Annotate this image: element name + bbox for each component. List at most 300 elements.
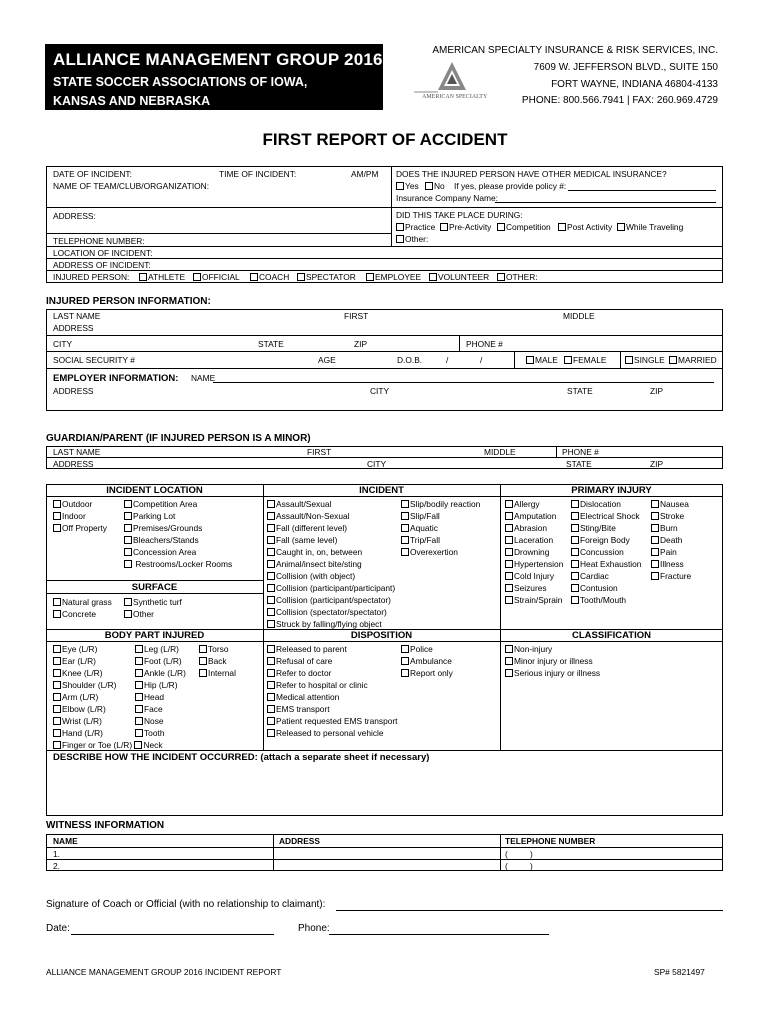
divider [514,351,515,368]
checkbox-icon [571,560,579,568]
injured-first-name-label: FIRST [344,311,369,321]
role-label: OFFICIAL [202,272,240,282]
checkbox-item[interactable] [135,691,186,703]
disposition-col1 [267,643,398,739]
option-label: Burn [660,523,678,533]
guardian-heading: GUARDIAN/PARENT (IF INJURED PERSON IS A MINOR) [46,433,311,444]
employer-city-label: CITY [370,386,390,396]
checkbox-icon [135,717,143,725]
checkbox-item[interactable] [135,655,186,667]
checkbox-item[interactable] [199,667,236,679]
checkbox-item[interactable] [571,582,641,594]
activity-competition-option[interactable] [497,222,551,232]
checkbox-item[interactable] [124,498,232,510]
checkbox-item[interactable] [199,655,236,667]
divider [500,834,501,871]
option-label: Animal/insect bite/sting [276,559,362,569]
role-employee-option[interactable] [366,272,421,282]
checkbox-item[interactable] [505,570,563,582]
divider [273,834,274,871]
option-label: Struck by falling/flying object [276,619,382,629]
role-label: ATHLETE [148,272,186,282]
single-label: SINGLE [634,355,665,365]
checkbox-item[interactable] [505,522,563,534]
witness-phone-header: TELEPHONE NUMBER [505,836,596,846]
checkbox-item[interactable] [267,546,395,558]
role-volunteer-option[interactable] [429,272,489,282]
checkbox-item[interactable] [401,667,453,679]
checkbox-icon [53,669,61,677]
checkbox-icon [267,560,275,568]
employer-name-field[interactable] [213,382,714,383]
classification-list [505,643,600,679]
divider [556,446,557,457]
checkbox-icon [401,669,409,677]
checkbox-icon [669,356,677,364]
insurer-city: FORT WAYNE, INDIANA 46804-4133 [551,79,718,90]
disposition-heading: DISPOSITION [350,630,413,641]
checkbox-icon [651,536,659,544]
checkbox-icon [53,598,61,606]
activity-traveling-option[interactable] [617,222,683,232]
insurer-name: AMERICAN SPECIALTY INSURANCE & RISK SERVICES, INC. [432,45,718,56]
checkbox-icon [124,536,132,544]
date-field[interactable] [71,934,274,935]
checkbox-item[interactable] [267,703,398,715]
checkbox-icon [135,681,143,689]
checkbox-item[interactable] [267,679,398,691]
checkbox-icon [267,693,275,701]
checkbox-icon [571,536,579,544]
checkbox-item[interactable] [505,667,600,679]
option-label: Cardiac [580,571,609,581]
option-label: Death [660,535,683,545]
practice-label: Practice [405,222,436,232]
checkbox-icon [135,669,143,677]
checkbox-icon [505,584,513,592]
checkbox-icon [564,356,572,364]
option-label: Hand (L/R) [62,728,103,738]
checkbox-icon [396,223,404,231]
female-label: FEMALE [573,355,607,365]
option-label: Collision (with object) [276,571,356,581]
checkbox-item[interactable] [124,608,182,620]
checkbox-item[interactable] [571,534,641,546]
gender-male-option[interactable] [526,355,558,365]
competition-label: Competition [506,222,551,232]
primary-injury-col1 [505,498,563,606]
checkbox-item[interactable] [53,608,112,620]
insurance-yes-option[interactable] [396,181,419,191]
option-label: Medical attention [276,692,340,702]
checkbox-item[interactable] [571,522,641,534]
checkbox-item[interactable] [267,655,398,667]
insurer-street: 7609 W. JEFFERSON BLVD., SUITE 150 [533,62,718,73]
option-label: Elbow (L/R) [62,704,106,714]
checkbox-icon [571,548,579,556]
checkbox-icon [505,512,513,520]
option-label: Fall (same level) [276,535,338,545]
checkbox-item[interactable] [401,643,453,655]
status-married-option[interactable] [669,355,717,365]
checkbox-icon [401,645,409,653]
witness-row-2: 2. [53,861,60,871]
checkbox-item[interactable] [505,546,563,558]
option-label: Allergy [514,499,540,509]
checkbox-item[interactable] [505,558,563,570]
checkbox-icon [267,729,275,737]
did-take-place-label: DID THIS TAKE PLACE DURING: [396,210,523,220]
divider [46,246,723,247]
checkbox-item[interactable] [651,522,691,534]
option-label: Foot (L/R) [144,656,182,666]
option-label: Dislocation [580,499,621,509]
checkbox-item[interactable] [505,643,600,655]
divider [46,233,391,234]
divider [46,335,723,336]
checkbox-icon [401,512,409,520]
option-label: Laceration [514,535,554,545]
witness-2-area-close: ) [530,861,533,871]
checkbox-icon [571,596,579,604]
checkbox-item[interactable] [267,570,395,582]
checkbox-icon [571,584,579,592]
checkbox-icon [267,645,275,653]
checkbox-item[interactable] [53,739,163,751]
option-label: Hypertension [514,559,564,569]
checkbox-icon [135,645,143,653]
checkbox-icon [396,182,404,190]
checkbox-item[interactable] [401,546,480,558]
preactivity-label: Pre-Activity [449,222,492,232]
checkbox-item[interactable] [571,570,641,582]
checkbox-item[interactable] [124,596,182,608]
checkbox-item[interactable] [199,643,236,655]
traveling-label: While Traveling [626,222,684,232]
checkbox-item[interactable] [571,594,641,606]
checkbox-icon [53,705,61,713]
checkbox-item[interactable] [571,546,641,558]
employer-info-label: EMPLOYER INFORMATION: [53,373,179,384]
activity-other-option[interactable] [396,234,428,244]
yes-label: Yes [405,181,419,191]
checkbox-item[interactable] [267,606,395,618]
insurance-company-label: Insurance Company Name: [396,193,498,203]
option-label: Concussion [580,547,624,557]
checkbox-item[interactable] [571,558,641,570]
employer-address-label: ADDRESS [53,386,94,396]
other-label: Other: [405,234,429,244]
checkbox-icon [505,560,513,568]
activity-practice-option[interactable] [396,222,435,232]
divider [46,258,723,259]
guardian-last-name-label: LAST NAME [53,447,101,457]
checkbox-icon [134,741,142,749]
checkbox-item[interactable] [505,510,563,522]
option-label: Serious injury or illness [514,668,601,678]
employer-name-label: NAME [191,373,216,383]
incident-heading: INCIDENT [359,485,404,496]
option-label: Leg (L/R) [144,644,179,654]
checkbox-item[interactable] [401,522,480,534]
option-label: Parking Lot [133,511,176,521]
checkbox-item[interactable] [651,570,691,582]
checkbox-icon [135,693,143,701]
checkbox-item[interactable] [651,510,691,522]
checkbox-icon [53,645,61,653]
header-line-2: STATE SOCCER ASSOCIATIONS OF IOWA, [53,75,308,89]
checkbox-icon [571,524,579,532]
checkbox-item[interactable] [505,534,563,546]
activity-preactivity-option[interactable] [440,222,491,232]
insurance-company-field[interactable] [495,202,716,203]
role-label: EMPLOYEE [375,272,422,282]
checkbox-icon [267,524,275,532]
surface-heading: SURFACE [131,582,178,593]
witness-2-area-open: ( [505,861,508,871]
checkbox-item[interactable] [124,558,232,570]
guardian-zip-label: ZIP [650,459,664,469]
option-label: Back [208,656,227,666]
checkbox-item[interactable] [505,594,563,606]
primary-injury-col2 [571,498,641,606]
checkbox-item[interactable] [53,510,107,522]
option-label: Nausea [660,499,689,509]
signature-field[interactable] [336,910,723,911]
option-label: Natural grass [62,597,112,607]
primary-injury-heading: PRIMARY INJURY [571,485,652,496]
checkbox-item[interactable] [124,534,232,546]
role-coach-option[interactable] [250,272,289,282]
checkbox-icon [53,524,61,532]
option-label: Released to parent [276,644,347,654]
employer-zip-label: ZIP [650,386,664,396]
checkbox-icon [401,657,409,665]
role-spectator-option[interactable] [297,272,356,282]
checkbox-item[interactable] [267,498,395,510]
status-single-option[interactable] [625,355,665,365]
checkbox-item[interactable] [135,679,186,691]
describe-incident-field[interactable] [47,765,722,815]
checkbox-icon [53,681,61,689]
guardian-phone-label: PHONE # [562,447,599,457]
role-official-option[interactable] [193,272,240,282]
option-label: Released to personal vehicle [276,728,384,738]
option-label: Drowning [514,547,550,557]
role-label: VOLUNTEER [438,272,490,282]
checkbox-icon [571,572,579,580]
divider [46,207,391,208]
checkbox-item[interactable] [135,667,186,679]
checkbox-icon [497,273,505,281]
checkbox-icon [53,500,61,508]
checkbox-icon [124,500,132,508]
checkbox-item[interactable] [267,618,395,630]
checkbox-item[interactable] [401,510,480,522]
role-other-option[interactable] [497,272,538,282]
incident-col2 [401,498,480,558]
checkbox-item[interactable] [267,534,395,546]
option-label: Assault/Non-Sexual [276,511,350,521]
gender-female-option[interactable] [564,355,607,365]
divider [46,496,723,497]
option-label: Tooth/Mouth [580,595,627,605]
insurer-phone: PHONE: 800.566.7941 | FAX: 260.969.4729 [521,95,718,106]
role-label: OTHER: [506,272,538,282]
checkbox-icon [267,584,275,592]
injured-person-heading: INJURED PERSON INFORMATION: [46,296,211,307]
injured-address-label: ADDRESS [53,323,94,333]
divider [46,641,723,642]
injured-middle-name-label: MIDDLE [563,311,595,321]
guardian-city-label: CITY [367,459,387,469]
guardian-middle-name-label: MIDDLE [484,447,516,457]
checkbox-item[interactable] [505,582,563,594]
checkbox-item[interactable] [267,667,398,679]
option-label: Off Property [62,523,107,533]
checkbox-item[interactable] [267,558,395,570]
location-label: LOCATION OF INCIDENT: [53,248,153,258]
policy-number-field[interactable] [568,190,716,191]
checkbox-icon [53,693,61,701]
checkbox-item[interactable] [135,715,186,727]
logo-text: AMERICAN SPECIALTY [422,94,488,100]
checkbox-item[interactable] [53,596,112,608]
checkbox-item[interactable] [651,558,691,570]
checkbox-icon [124,524,132,532]
divider [46,847,723,848]
checkbox-item[interactable] [135,643,186,655]
option-label: Fracture [660,571,692,581]
option-label: EMS transport [276,704,330,714]
checkbox-item[interactable] [505,655,600,667]
checkbox-item[interactable] [124,522,232,534]
ssn-label: SOCIAL SECURITY # [53,355,135,365]
divider [46,457,723,458]
checkbox-icon [267,657,275,665]
checkbox-icon [651,548,659,556]
phone-label: Phone: [298,923,330,934]
checkbox-item[interactable] [267,691,398,703]
option-label: Report only [410,668,453,678]
checkbox-icon [53,512,61,520]
checkbox-item[interactable] [651,534,691,546]
witness-heading: WITNESS INFORMATION [46,820,165,831]
injured-last-name-label: LAST NAME [53,311,101,321]
checkbox-item[interactable] [401,498,480,510]
option-label: Stroke [660,511,685,521]
divider [620,351,621,368]
checkbox-icon [135,705,143,713]
checkbox-item[interactable] [267,582,395,594]
checkbox-icon [250,273,258,281]
checkbox-item[interactable] [401,655,453,667]
checkbox-item[interactable] [571,510,641,522]
checkbox-icon [267,620,275,628]
option-label: Neck [143,740,163,750]
checkbox-item[interactable] [53,522,107,534]
checkbox-icon [625,356,633,364]
option-label: Head [144,692,165,702]
option-label: Internal [208,668,236,678]
checkbox-item[interactable] [267,510,395,522]
logo-mark-icon [412,60,492,96]
checkbox-item[interactable] [651,498,691,510]
option-label: Nose [144,716,164,726]
witness-table [46,834,723,871]
checkbox-item[interactable] [267,522,395,534]
phone-field[interactable] [329,934,549,935]
witness-address-header: ADDRESS [279,836,320,846]
date-of-incident-label: DATE OF INCIDENT: [53,169,132,179]
checkbox-icon [267,717,275,725]
checkbox-item[interactable] [267,715,398,727]
checkbox-item[interactable] [135,703,186,715]
option-label: Indoor [62,511,86,521]
divider [46,593,263,594]
address-label: ADDRESS: [53,211,96,221]
checkbox-icon [267,500,275,508]
classification-heading: CLASSIFICATION [572,630,651,641]
checkbox-icon [267,512,275,520]
age-label: AGE [318,355,336,365]
company-name: ALLIANCE MANAGEMENT GROUP 2016 [53,50,383,69]
married-label: MARRIED [678,355,717,365]
activity-postactivity-option[interactable] [558,222,612,232]
dob-slash-2: / [480,355,483,365]
team-name-label: NAME OF TEAM/CLUB/ORGANIZATION: [53,181,210,191]
checkbox-item[interactable] [53,498,107,510]
checkbox-item[interactable] [651,546,691,558]
option-label: Wrist (L/R) [62,716,102,726]
option-label: Caught in, on, between [276,547,363,557]
checkbox-icon [651,512,659,520]
checkbox-icon [429,273,437,281]
checkbox-icon [267,608,275,616]
checkbox-item[interactable] [135,727,186,739]
checkbox-item[interactable] [124,546,232,558]
checkbox-item[interactable] [267,594,395,606]
checkbox-icon [571,512,579,520]
option-label: Restrooms/Locker Rooms [133,559,233,569]
option-label: Refer to doctor [276,668,332,678]
insurance-no-option[interactable] [425,181,445,191]
dob-slash-1: / [446,355,449,365]
checkbox-item[interactable] [267,727,398,739]
checkbox-item[interactable] [124,510,232,522]
checkbox-icon [425,182,433,190]
checkbox-item[interactable] [401,534,480,546]
option-label: Ear (L/R) [62,656,96,666]
checkbox-item[interactable] [267,643,398,655]
role-athlete-option[interactable] [139,272,185,282]
divider [46,270,723,271]
checkbox-icon [53,657,61,665]
option-label: Collision (spectator/spectator) [276,607,387,617]
option-label: Outdoor [62,499,93,509]
checkbox-item[interactable] [505,498,563,510]
form-title: FIRST REPORT OF ACCIDENT [262,130,508,149]
checkbox-item[interactable] [571,498,641,510]
option-label: Overexertion [410,547,458,557]
checkbox-icon [267,669,275,677]
checkbox-icon [267,596,275,604]
divider [459,335,460,351]
postactivity-label: Post Activity [567,222,613,232]
body-part-heading: BODY PART INJURED [104,630,205,641]
checkbox-icon [53,717,61,725]
injured-phone-label: PHONE # [466,339,503,349]
